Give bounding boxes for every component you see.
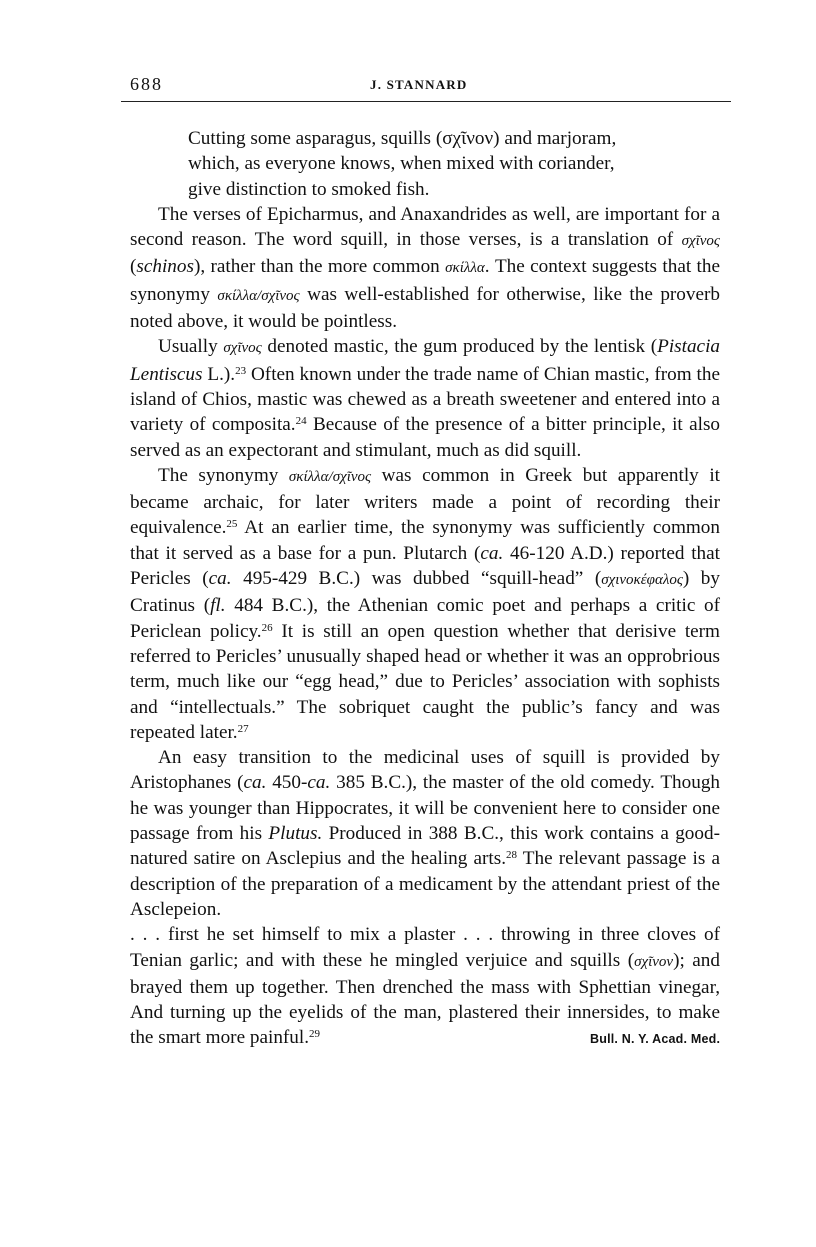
footnote-ref: 28 xyxy=(506,849,518,862)
footnote-ref: 24 xyxy=(295,415,307,428)
footnote-ref: 29 xyxy=(309,1028,321,1041)
work-title: Plutus. xyxy=(268,823,323,845)
paragraph-epicharmus: The verses of Epicharmus, and Anaxandrides as well, are important for a second reason. The word squill, in those verses, is a translation of σχῖνος (schinos), rather than the more common σκίλλα. The context suggests that the synonymy σκίλλα/σχῖνος was well-established for otherwise, like the proverb noted above, it would be pointless. xyxy=(130,203,720,333)
article-body xyxy=(130,126,720,1051)
running-title: J. STANNARD xyxy=(370,77,468,92)
greek-term: σκίλλα/σχῖνος xyxy=(288,468,372,485)
paragraph-synonymy: The synonymy σκίλλα/σχῖνος was common in Greek but apparently it became archaic, for later writers made a point of recording their equivalence.$^{25}$ At an earlier time, the synonymy was sufficiently common that it served as a base for a pun. Plutarch (ca. 46-120 A.D.) reported that Pericles (ca. 495-429 B.C.) was dubbed “squill-head” (σχινοκέφαλος) by Cratinus (fl. 484 B.C.), the Athenian comic poet and perhaps a critic of Periclean policy.$^{26}$ It is still an open question whether that derisive term referred to Pericles’ unusually shaped head or whether it was an opprobrious term, much like our “egg head,” due to Pericles’ association with sophists and “intellectuals.” The sobriquet caught the public’s fancy and was repeated later.$^{27}$ xyxy=(130,464,721,743)
block-quotation: . . . first he set himself to mix a plaster . . . throwing in three cloves of Tenian garlic; and with these he mingled verjuice and squills (σχῖνον); and brayed them up together. Then drenched the mass with Sphettian vinegar, And turning up the eyelids of the man, plastered their innersides, to make the smart more painful.$^{29}$ xyxy=(130,924,720,1049)
greek-term: σκίλλα/σχῖνος xyxy=(217,287,300,304)
page-header xyxy=(130,74,730,96)
verse-line: which, as everyone knows, when mixed with coriander, xyxy=(188,153,615,175)
page-number: 688 xyxy=(130,74,163,94)
greek-term: σχῖνον xyxy=(634,953,674,970)
header-rule xyxy=(121,101,731,102)
species-name: Pistacia Lentiscus xyxy=(130,336,720,385)
verse-line: give distinction to smoked fish. xyxy=(188,178,430,200)
greek-term: σχινοκέφαλος xyxy=(601,572,683,589)
greek-term: σχῖνος xyxy=(681,233,720,250)
footnote-ref: 25 xyxy=(226,518,238,531)
footnote-ref: 23 xyxy=(235,364,247,377)
italic-term: schinos xyxy=(136,256,194,278)
paragraph-mastic: Usually σχῖνος denoted mastic, the gum produced by the lentisk (Pistacia Lentiscus L.).$^{23}$ Often known under the trade name of Chian mastic, from the island of Chios, mastic was chewed as a breath sweetener and entered into a variety of composita.$^{24}$ Because of the presence of a bitter principle, it also served as an expectorant and stimulant, much as did squill. xyxy=(130,336,721,461)
footnote-ref: 26 xyxy=(261,621,273,634)
verse-line: Cutting some asparagus, squills (σχῖνον) and marjoram, xyxy=(188,128,617,149)
journal-footer: Bull. N. Y. Acad. Med. xyxy=(590,1032,721,1046)
footnote-ref: 27 xyxy=(237,722,249,735)
verse-quotation xyxy=(188,126,720,202)
greek-term: σχῖνος xyxy=(223,340,262,357)
paragraph-aristophanes: An easy transition to the medicinal uses of squill is provided by Aristophanes (ca. 450-ca. 385 B.C.), the master of the old comedy. Though he was younger than Hippocrates, it will be convenient here to consider one passage from his Plutus. Produced in 388 B.C., this work contains a good-natured satire on Asclepius and the healing arts.$^{28}$ The relevant passage is a description of the preparation of a medicament by the attendant priest of the Asclepeion. xyxy=(130,747,721,920)
greek-term: σκίλλα xyxy=(445,260,485,277)
